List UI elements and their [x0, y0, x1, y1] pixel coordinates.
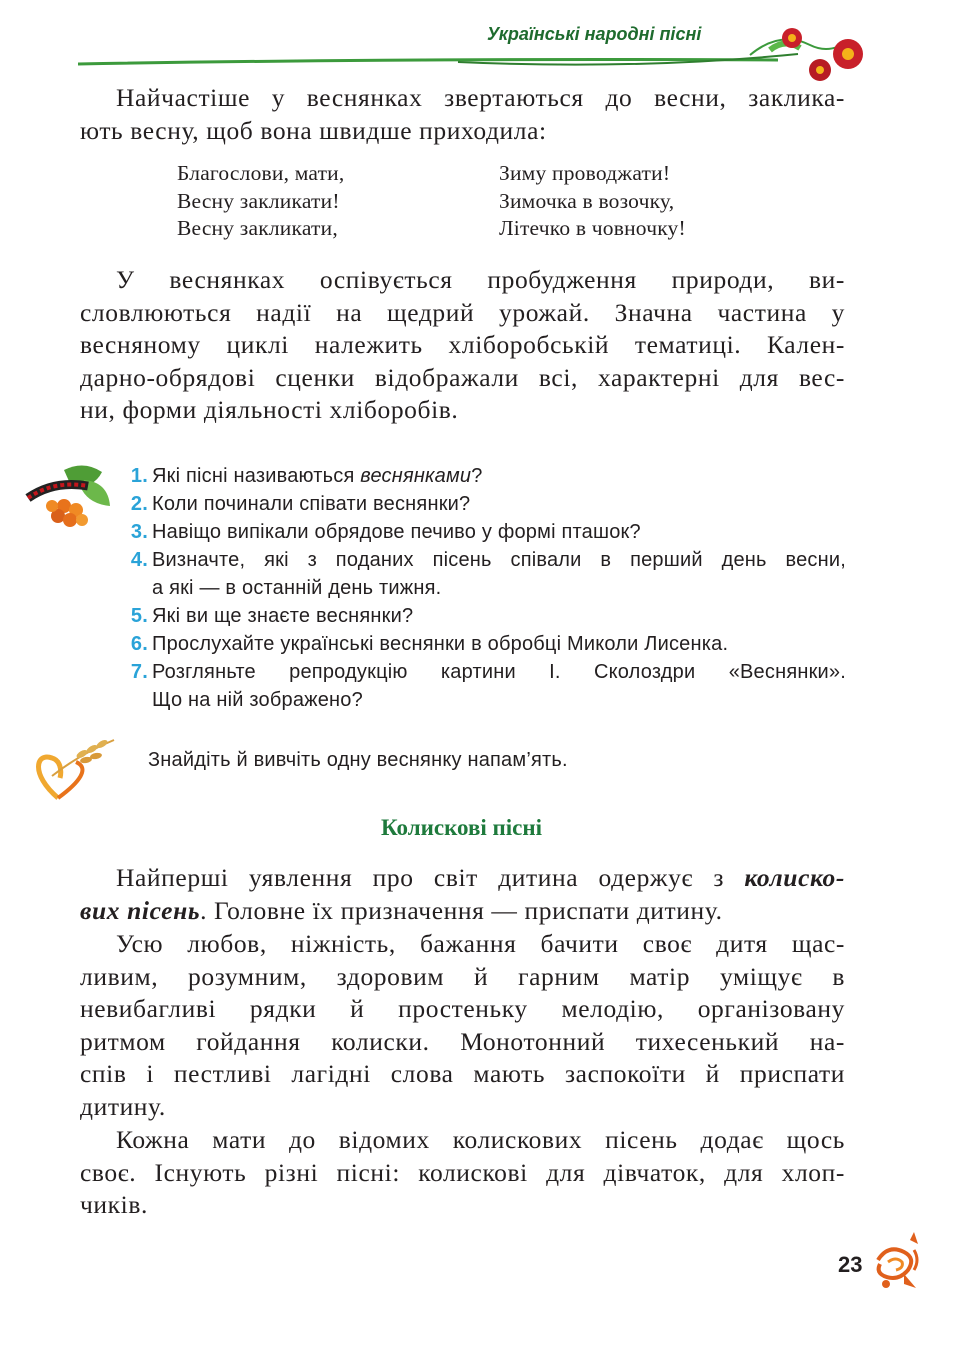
- paragraph-line: весняному циклі належить хліборобській тематиці. Кален-: [80, 330, 845, 359]
- question-text: Які пісні називаються: [152, 465, 361, 487]
- lullaby-paragraph-1: [80, 862, 845, 927]
- question-number: 5.: [130, 605, 148, 627]
- flower-decoration-icon: [740, 20, 880, 90]
- spring-songs-paragraph: [80, 264, 845, 427]
- question-text: Визначте, які з поданих пісень співали в перший день весни,: [152, 549, 846, 571]
- questions-list: [118, 462, 846, 714]
- question-item: [118, 490, 846, 518]
- paragraph-line: ливим, розумним, здоровим й гарним матір уміщує в: [80, 961, 845, 991]
- intro-line-2: ють весну, щоб вона швидше приходила:: [80, 115, 547, 145]
- intro-line-1: Найчастіше у веснянках звертаються до весни, заклика-: [116, 83, 845, 112]
- section-title: Колискові пісні: [380, 815, 543, 840]
- question-number: 7.: [130, 661, 148, 683]
- question-text: Розгляньте репродукцію картини І. Сколоздри «Веснянки».: [152, 661, 846, 683]
- paragraph-line: [80, 895, 845, 928]
- question-number: 4.: [130, 549, 148, 571]
- poem-left-column: [177, 160, 344, 243]
- poem-line: Весну закликати,: [177, 216, 338, 240]
- poem-line: Літечко в човночку!: [499, 216, 686, 240]
- poem-line: Зиму проводжати!: [499, 161, 671, 185]
- question-number: 2.: [130, 493, 148, 515]
- question-number: 1.: [130, 465, 148, 487]
- paragraph-line: У веснянках оспівується пробудження природи, ви-: [116, 265, 845, 294]
- question-emphasis: веснянками: [360, 465, 472, 487]
- paragraph-text: . Головне їх призначення — приспати дитину.: [200, 895, 723, 925]
- question-text: ?: [471, 465, 483, 487]
- question-text: Прослухайте українські веснянки в обробці Миколи Лисенка.: [152, 633, 729, 655]
- header-stem-line: [78, 40, 818, 80]
- question-text: Що на ній зображено?: [152, 689, 363, 711]
- homework-task: Знайдіть й вивчіть одну веснянку напам’ять.: [148, 749, 568, 771]
- question-item: [118, 630, 846, 658]
- page-number: 23: [838, 1252, 863, 1277]
- paragraph-text: Найперші уявлення про світ дитина одержує з: [116, 863, 745, 892]
- lullaby-paragraph-2: [80, 928, 845, 1123]
- poem-line: Благослови, мати,: [177, 161, 345, 185]
- viburnum-icon: [24, 462, 114, 530]
- term-emphasis: колиско-: [744, 863, 845, 892]
- question-number: 6.: [130, 633, 148, 655]
- question-text: Коли починали співати веснянки?: [152, 493, 471, 515]
- question-text: а які — в останній день тижня.: [152, 577, 442, 599]
- paragraph-line: ритмом гойдання колиски. Монотонний тихесенький на-: [80, 1026, 845, 1056]
- question-item: [118, 546, 846, 602]
- paragraph-line: дитину.: [80, 1091, 166, 1121]
- wheat-heart-icon: [30, 730, 120, 802]
- ornament-icon: [874, 1230, 922, 1292]
- paragraph-line: Усю любов, ніжність, бажання бачити своє дитя щас-: [116, 929, 845, 958]
- header-title: Українські народні пісні: [487, 24, 702, 44]
- poem-right-column: [499, 160, 686, 243]
- poem-line: Зимочка в возочку,: [499, 188, 675, 213]
- paragraph-line: словлюються надії на щедрий урожай. Значна частина у: [80, 297, 845, 327]
- paragraph-line: чиків.: [80, 1190, 148, 1219]
- paragraph-line: дарно-обрядові сценки відображали всі, характерні для вес-: [80, 362, 845, 392]
- question-item: [118, 658, 846, 714]
- paragraph-line: Кожна мати до відомих колискових пісень додає щось: [116, 1125, 845, 1154]
- question-item: [118, 462, 846, 490]
- question-text: Навіщо випікали обрядове печиво у формі пташок?: [152, 521, 641, 543]
- lullaby-paragraph-3: [80, 1124, 845, 1222]
- question-number: 3.: [130, 521, 148, 543]
- term-emphasis: вих пісень: [80, 895, 201, 925]
- question-item: [118, 518, 846, 546]
- question-item: [118, 602, 846, 630]
- paragraph-line: спів і пестливі лагідні слова мають заспокоїти й приспати: [80, 1059, 845, 1088]
- intro-paragraph: [80, 82, 845, 147]
- paragraph-line: своє. Існують різні пісні: колискові для дівчаток, для хлоп-: [80, 1157, 845, 1187]
- paragraph-line: [80, 862, 845, 895]
- question-text: Які ви ще знаєте веснянки?: [152, 605, 414, 627]
- poem-line: Весну закликати!: [177, 188, 340, 213]
- paragraph-line: ни, форми діяльності хліборобів.: [80, 395, 459, 424]
- paragraph-line: невибагливі рядки й простеньку мелодію, організовану: [80, 994, 845, 1023]
